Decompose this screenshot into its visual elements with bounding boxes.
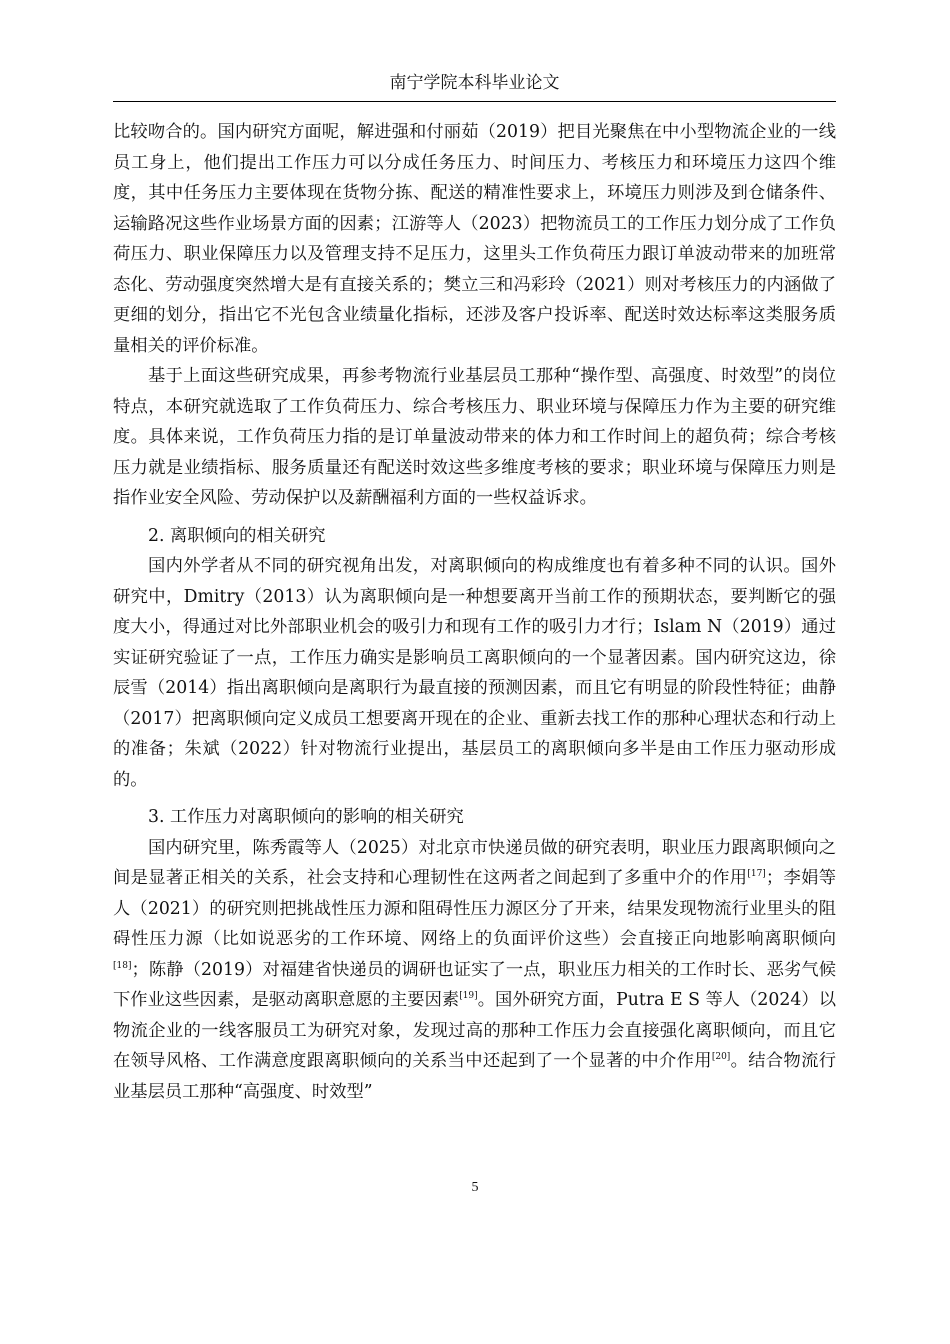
text-segment: 。结合物流行业基层员工那种“高强度、时效型” — [113, 1051, 836, 1102]
citation-ref: [19] — [459, 991, 478, 1001]
citation-ref: [18] — [113, 960, 132, 971]
text-segment: 国内研究里，陈秀霞等人（2025）对北京市快递员做的研究表明，职业压力跟离职倾向之间是显著正相关的关系，社会支持和心理韧性在这两者之间起到了多重中介的作用 — [113, 837, 836, 888]
section-heading-stress-impact: 3. 工作压力对离职倾向的影响的相关研究 — [148, 807, 464, 827]
paragraph-stress-impact — [113, 833, 836, 1108]
citation-ref: [17] — [747, 869, 766, 879]
text-segment: 。国外研究方面，Putra E S 等人（2024）以物流企业的一线客服员工为研究对象，发现过高的那种工作压力会直接强化离职倾向，而且它在领导风格、工作满意度跟离职倾向的关系当中还起到了一个显著的中介作用 — [113, 990, 836, 1071]
paragraph-turnover-intention: 国内外学者从不同的研究视角出发，对离职倾向的构成维度也有着多种不同的认识。国外研究中，Dmitry（2013）认为离职倾向是一种想要离开当前工作的预期状态，要判断它的强度大小，得通过对比外部职业机会的吸引力和现有工作的吸引力才行；Islam N（2019）通过实证研究验证了一点，工作压力确实是影响员工离职倾向的一个显著因素。国内研究这边，徐辰雪（2014）指出离职倾向是离职行为最直接的预测因素，而且它有明显的阶段性特征；曲静（2017）把离职倾向定义成员工想要离开现在的企业、重新去找工作的那种心理状态和行动上的准备；朱斌（2022）针对物流行业提出，基层员工的离职倾向多半是由工作压力驱动形成的。 — [113, 556, 836, 790]
paragraph-research-dimensions: 基于上面这些研究成果，再参考物流行业基层员工那种“操作型、高强度、时效型”的岗位特点，本研究就选取了工作负荷压力、综合考核压力、职业环境与保障压力作为主要的研究维度。具体来说，工作负荷压力指的是订单量波动带来的体力和工作时间上的超负荷；综合考核压力就是业绩指标、服务质量还有配送时效这些多维度考核的要求；职业环境与保障压力则是指作业安全风险、劳动保护以及薪酬福利方面的一些权益诉求。 — [113, 366, 836, 508]
text-segment: ；陈静（2019）对福建省快递员的调研也证实了一点，职业压力相关的工作时长、恶劣气候下作业这些因素，是驱动离职意愿的主要因素 — [113, 959, 836, 1010]
header-divider — [113, 101, 836, 102]
body-text — [113, 117, 836, 1107]
citation-ref: [20] — [711, 1052, 731, 1062]
section-heading-turnover-intention: 2. 离职倾向的相关研究 — [148, 525, 326, 546]
paragraph-continued: 比较吻合的。国内研究方面呢，解进强和付丽茹（2019）把目光聚焦在中小型物流企业的一线员工身上，他们提出工作压力可以分成任务压力、时间压力、考核压力和环境压力这四个维度，其中任务压力主要体现在货物分拣、配送的精准性要求上，环境压力则涉及到仓储条件、运输路况这些作业场景方面的因素；江游等人（2023）把物流员工的工作压力划分成了工作负荷压力、职业保障压力以及管理支持不足压力，这里头工作负荷压力跟订单波动带来的加班常态化、劳动强度突然增大是有直接关系的；樊立三和冯彩玲（2021）则对考核压力的内涵做了更细的划分，指出它不光包含业绩量化指标，还涉及客户投诉率、配送时效达标率这类服务质量相关的评价标准。 — [113, 122, 836, 356]
running-header: 南宁学院本科毕业论文 — [389, 73, 560, 93]
text-segment: ；李娟等人（2021）的研究则把挑战性压力源和阻碍性压力源区分了开来，结果发现物流行业里头的阻碍性压力源（比如说恶劣的工作环境、网络上的负面评价这些）会直接正向地影响离职倾向 — [113, 868, 836, 949]
page-number: 5 — [471, 1180, 479, 1195]
